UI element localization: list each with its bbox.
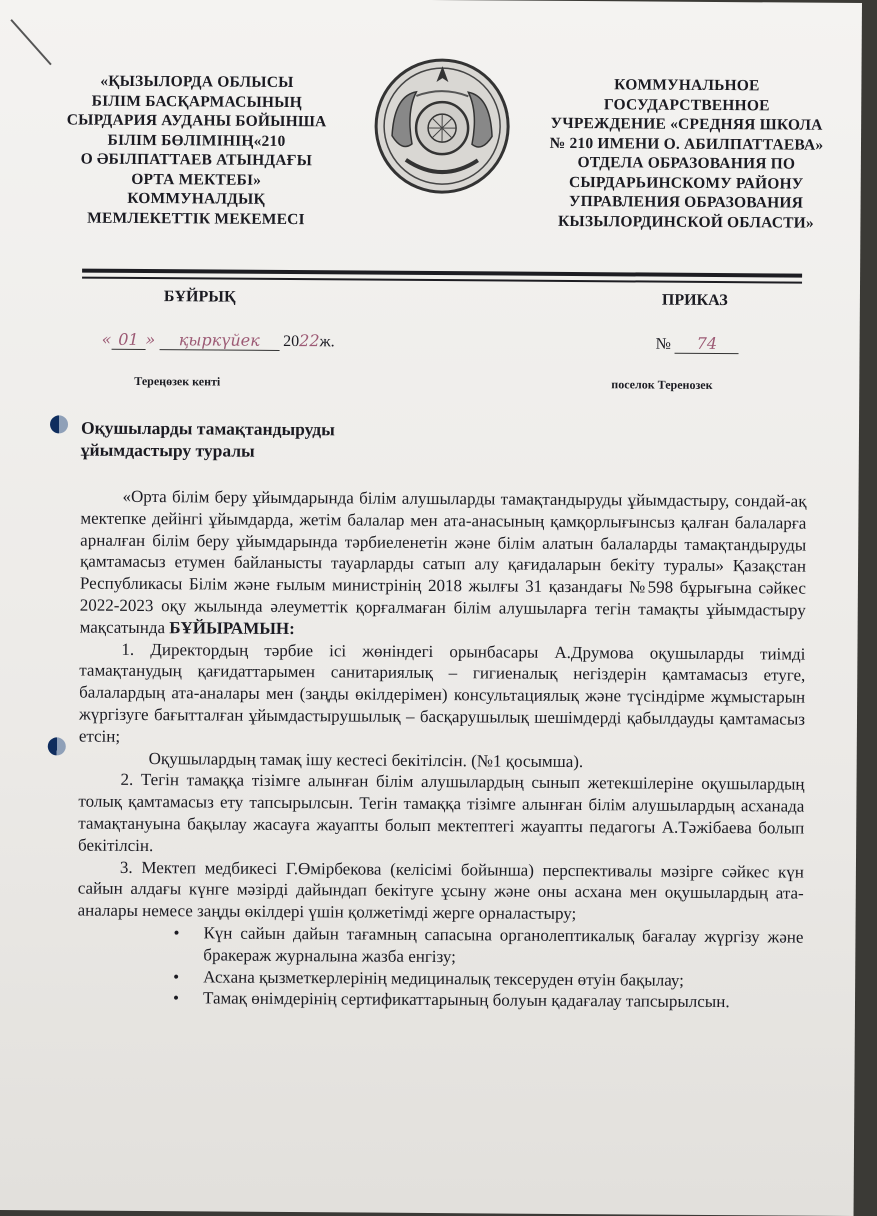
header-line: КОММУНАЛЬНОЕ [614, 76, 760, 95]
list-item: • Асхана қызметкерлерінің медициналық тексеруден өтуін бақылау; [187, 966, 803, 992]
order-date: « 01 » қыркүйек 2022ж. [101, 329, 335, 351]
order-label-kazakh: БҰЙРЫҚ [163, 288, 236, 306]
header-kazakh [38, 71, 354, 229]
intro-paragraph: «Орта білім беру ұйымдарында білім алушыларды тамақтандыруды ұйымдастыру, сондай-ақ мектепке дейінгі ұйымдарда, жетім балалар мен ата-анасының қамқорлығынсыз қалған балаларға арналған білім беру ұйымдарында тәрбиеленетін және білім алатын балаларды тамақтандыруды қамтамасыз етумен байланысты тауарларды сатып алу қағидаларын бекіту туралы» Қазақстан Республикасы Білім және ғылым министрінің 2018 жылғы 31 қазандағы №598 бұрығына сәйкес 2022-2023 оқу жылында әлеуметтік қорғалмаған білім алушыларға тегін тамақты ұйымдастыру мақсатында БҰЙЫРАМЫН: [79, 486, 807, 638]
header-rule-thin [82, 277, 802, 284]
date-day: 01 [111, 330, 145, 350]
header-line: УПРАВЛЕНИЯ ОБРАЗОВАНИЯ [569, 192, 804, 212]
header-line: № 210 ИМЕНИ О. АБИЛПАТТАЕВА» [549, 134, 824, 154]
punch-hole [50, 415, 68, 433]
header-line: БІЛІМ БАСҚАРМАСЫНЫҢ [91, 92, 302, 111]
header-line: СЫРДАРЬИНСКОМУ РАЙОНУ [569, 173, 804, 193]
header-line: УЧРЕЖДЕНИЕ «СРЕДНЯЯ ШКОЛА [550, 114, 823, 134]
list-item: • Тамақ өнімдерінің сертификаттарының болуын қадағалау тапсырылсын. [187, 988, 803, 1014]
state-emblem [372, 56, 513, 197]
list-item: • Күн сайын дайын тағамның сапасына органолептикалық бағалау жүргізу және бракераж журналына жазба енгізу; [187, 922, 803, 970]
order-number-value: 74 [675, 334, 739, 354]
header-line: КОММУНАЛДЫҚ [127, 189, 265, 208]
header-line: СЫРДАРИЯ АУДАНЫ БОЙЫНША [66, 111, 327, 131]
header-line: МЕМЛЕКЕТТІК МЕКЕМЕСІ [87, 209, 305, 228]
pen-mark [10, 19, 51, 65]
place-kazakh: Тереңөзек кенті [134, 373, 221, 389]
place-russian: поселок Теренозек [611, 377, 713, 392]
header-russian [518, 75, 854, 233]
item-1-schedule: Оқушылардың тамақ ішу кестесі бекітілсін. (№1 қосымша). [148, 748, 584, 771]
document-body [77, 486, 807, 1014]
header-rule-thick [82, 269, 802, 278]
header-line: ГОСУДАРСТВЕННОЕ [603, 95, 770, 114]
item-1: 1. Директордың тәрбие ісі жөніндегі орынбасары А.Друмова оқушыларды тиімді тамақтанудың қағидаттарымен санитариялық – гигиеналық негіздерін қамтамасыз етуге, балалардың ата-аналары мен (заңды өкілдерімен) консультациялық және түсіндірме жұмыстарын жүргізуге бағытталған ұйымдастырушылық – басқарушылық шешімдерді қабылдауды қамтамасыз етсін; [78, 639, 806, 746]
header-line: ОРТА МЕКТЕБІ» [131, 170, 262, 189]
header-line: ОТДЕЛА ОБРАЗОВАНИЯ ПО [577, 154, 796, 173]
item-3: 3. Мектеп медбикесі Г.Өмірбекова (келісімі бойынша) перспективалы мәзірге сәйкес күн сайын алдағы күнге мәзірді дайындап бекітуге ұсыну және оны асхана мен оқушылардың ата-аналары немесе заңды өкілдері үшін қолжетімді жерге орналастыру; [77, 857, 804, 924]
document-title: Оқушыларды тамақтандыруды ұйымдастыру туралы [80, 417, 335, 461]
header-line: О ӘБІЛПАТТАЕВ АТЫНДАҒЫ [80, 150, 313, 170]
header-line: КЫЗЫЛОРДИНСКОЙ ОБЛАСТИ» [557, 212, 814, 232]
order-label-russian: ПРИКАЗ [661, 291, 728, 310]
bullet-list [77, 921, 804, 1013]
item-2: 2. Тегін тамаққа тізімге алынған білім алушылардың сынып жетекшілеріне оқушылардың толық қамтамасыз ету тапсырылсын. Тегін тамаққа тізімге алынған білім алушылардың асханада тамақтануына бақылау жасауға жауапты болып мектептегі жауапты педагогы А.Тәжібаева болып бекітілсін. [78, 770, 805, 855]
header-line: «ҚЫЗЫЛОРДА ОБЛЫСЫ [100, 72, 294, 92]
header-line: БІЛІМ БӨЛІМІНІҢ«210 [107, 131, 286, 150]
date-year: 22 [299, 331, 320, 351]
order-number: № 74 [656, 334, 739, 355]
punch-hole [48, 737, 66, 755]
date-month: қыркүйек [159, 330, 279, 351]
